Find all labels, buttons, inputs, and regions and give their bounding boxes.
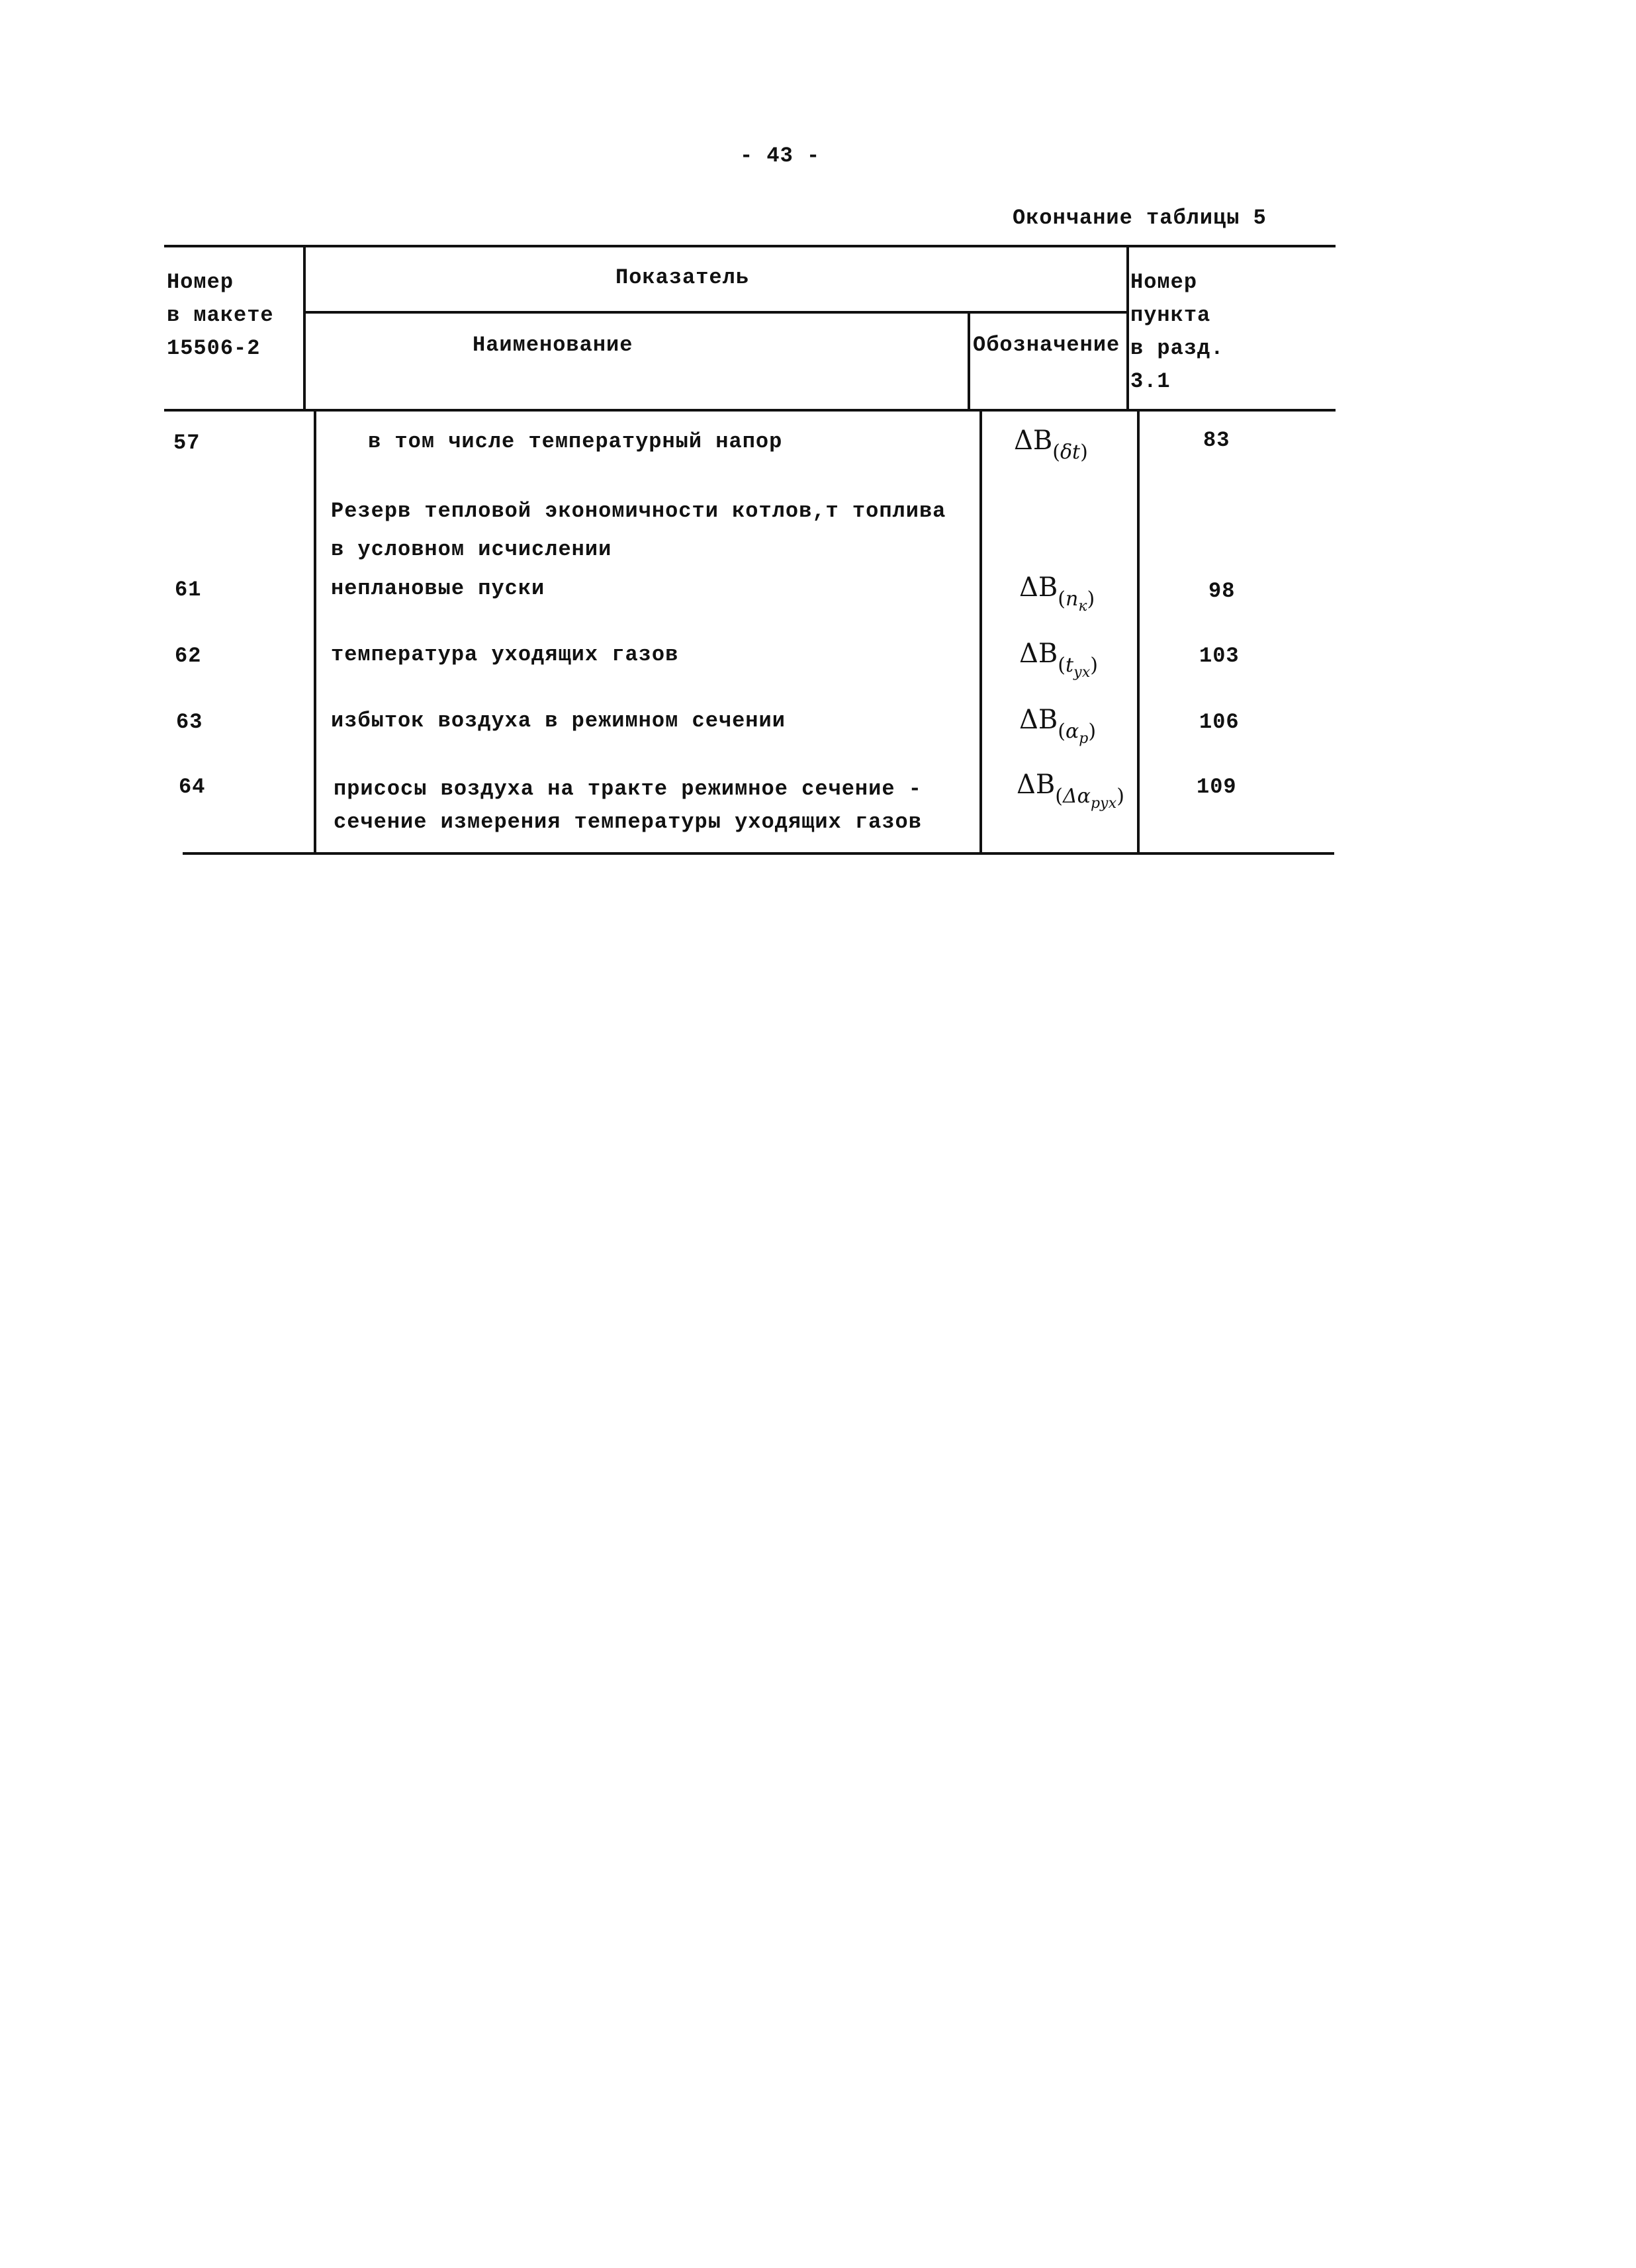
- row-ref: 106: [1199, 710, 1240, 734]
- row-symbol: $\Delta B_{(t_{ух})}$: [1019, 638, 1098, 681]
- section-heading: [331, 492, 946, 569]
- row-number: 61: [175, 578, 202, 602]
- col-divider-2-body: [979, 410, 982, 853]
- page-number: - 43 -: [740, 144, 821, 168]
- header-group-indicator: Показатель: [615, 265, 750, 290]
- header-group-rule: [306, 311, 1126, 314]
- row-name: неплановые пуски: [331, 576, 545, 601]
- row-ref: 98: [1208, 579, 1236, 603]
- header-col4-line: в разд.: [1130, 336, 1224, 361]
- row-ref: 109: [1197, 775, 1237, 799]
- header-col1-line: в макете: [167, 303, 274, 327]
- row-symbol: $\Delta B_{(\Delta\alpha_{рух})}$: [1017, 769, 1124, 812]
- col-divider-2: [968, 311, 970, 410]
- header-col1-line: Номер: [167, 270, 234, 294]
- row-name: в том числе температурный напор: [368, 429, 783, 454]
- section-heading-line: в условном исчислении: [331, 537, 612, 562]
- col-divider-3-body: [1137, 410, 1140, 853]
- row-symbol: $\Delta B_{(\delta t)}$: [1014, 425, 1088, 464]
- section-heading-line: Резерв тепловой экономичности котлов,т топлива: [331, 499, 946, 523]
- row-number: 63: [176, 710, 203, 734]
- header-col4-line: Номер: [1130, 270, 1198, 294]
- table-top-rule: [164, 245, 1336, 247]
- row-name-line: присосы воздуха на тракте режимное сечение -: [334, 777, 922, 801]
- table-bottom-rule: [183, 852, 1334, 855]
- row-ref: 83: [1203, 428, 1230, 453]
- col-divider-3: [1126, 245, 1129, 410]
- col-divider-1-body: [314, 410, 316, 853]
- row-number: 57: [173, 431, 201, 455]
- row-ref: 103: [1199, 644, 1240, 668]
- row-name: избыток воздуха в режимном сечении: [331, 709, 786, 733]
- table-caption: Окончание таблицы 5: [1013, 206, 1267, 230]
- row-name: [334, 773, 922, 839]
- header-col1: [167, 266, 274, 365]
- header-col1-line: 15506-2: [167, 336, 261, 361]
- header-bottom-rule: [164, 409, 1336, 412]
- row-symbol: $\Delta B_{(n_к)}$: [1019, 572, 1095, 615]
- header-col4-line: 3.1: [1130, 369, 1171, 394]
- row-number: 64: [179, 775, 206, 799]
- col-divider-1: [303, 245, 306, 410]
- row-symbol: $\Delta B_{(\alpha_р)}$: [1019, 705, 1097, 747]
- header-col4: [1130, 266, 1224, 398]
- header-symbol: Обозначение: [973, 333, 1120, 357]
- row-number: 62: [175, 644, 202, 668]
- row-name-line: сечение измерения температуры уходящих газов: [334, 810, 922, 834]
- header-col4-line: пункта: [1130, 303, 1211, 327]
- row-name: температура уходящих газов: [331, 642, 679, 667]
- header-name: Наименование: [473, 333, 633, 357]
